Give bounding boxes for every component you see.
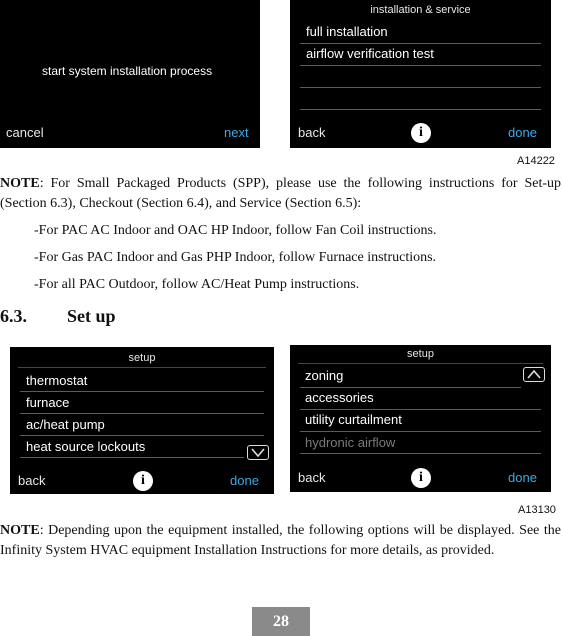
screen-title: setup xyxy=(407,348,434,360)
note-text: : Depending upon the equipment installed, the following options will be displayed. See the Infinity System HVAC equipment Installation Instructions for more details, as provided. xyxy=(0,523,561,558)
divider xyxy=(300,387,521,388)
section-title: Set up xyxy=(67,306,116,326)
section-number: 6.3. xyxy=(0,306,27,326)
start-install-message[interactable]: start system installation process xyxy=(42,64,213,78)
scroll-up-button[interactable] xyxy=(523,367,545,382)
divider xyxy=(300,65,541,66)
menu-item-full-installation[interactable]: full installation xyxy=(306,24,388,39)
divider xyxy=(300,43,541,44)
chevron-up-icon xyxy=(524,368,544,381)
divider xyxy=(20,413,264,414)
thermostat-screen-start-install xyxy=(0,0,260,148)
menu-item-thermostat[interactable]: thermostat xyxy=(26,373,88,388)
note-text: : For Small Packaged Products (SPP), please use the following instructions for Set-up (Section 6.3), Checkout (Section 6.4), and Service (Section 6.5): xyxy=(0,176,561,211)
divider xyxy=(300,409,541,410)
scroll-down-button[interactable] xyxy=(247,445,269,460)
menu-item-utility-curtailment[interactable]: utility curtailment xyxy=(305,412,402,427)
page-number: 28 xyxy=(252,607,310,636)
done-button[interactable]: done xyxy=(508,125,537,140)
bullet-item: -For all PAC Outdoor, follow AC/Heat Pump instructions. xyxy=(34,277,360,292)
divider xyxy=(20,435,264,436)
done-button[interactable]: done xyxy=(508,470,537,485)
screen-title: installation & service xyxy=(370,4,471,16)
menu-item-heat-source-lockouts[interactable]: heat source lockouts xyxy=(26,439,146,454)
back-button[interactable]: back xyxy=(298,125,326,140)
divider xyxy=(298,363,543,364)
divider xyxy=(300,431,541,432)
info-icon[interactable]: i xyxy=(133,471,153,491)
bullet-item: -For PAC AC Indoor and OAC HP Indoor, follow Fan Coil instructions. xyxy=(34,223,437,238)
thermostat-screen-installation-service xyxy=(290,0,551,148)
thermostat-screen-setup-page2 xyxy=(290,345,551,492)
divider xyxy=(300,87,541,88)
divider xyxy=(18,367,266,368)
divider xyxy=(20,457,244,458)
note-paragraph xyxy=(0,174,561,214)
back-button[interactable]: back xyxy=(298,470,326,485)
chevron-down-icon xyxy=(248,446,268,459)
info-icon[interactable]: i xyxy=(411,468,431,488)
back-button[interactable]: back xyxy=(18,473,46,488)
note-paragraph xyxy=(0,521,561,561)
cancel-button[interactable]: cancel xyxy=(6,125,44,140)
divider xyxy=(300,109,541,110)
note-label: NOTE xyxy=(0,176,40,191)
note-label: NOTE xyxy=(0,523,40,538)
bullet-item: -For Gas PAC Indoor and Gas PHP Indoor, follow Furnace instructions. xyxy=(34,250,437,265)
divider xyxy=(20,391,264,392)
menu-item-hydronic-airflow: hydronic airflow xyxy=(305,435,396,450)
done-button[interactable]: done xyxy=(230,473,259,488)
menu-item-airflow-verification[interactable]: airflow verification test xyxy=(306,46,434,61)
info-icon[interactable]: i xyxy=(411,123,431,143)
next-button[interactable]: next xyxy=(224,125,249,140)
thermostat-screen-setup-page1 xyxy=(10,347,274,494)
menu-item-ac-heat-pump[interactable]: ac/heat pump xyxy=(26,417,105,432)
figure-id: A13130 xyxy=(518,504,556,516)
menu-item-furnace[interactable]: furnace xyxy=(26,395,70,410)
divider xyxy=(300,453,541,454)
menu-item-zoning[interactable]: zoning xyxy=(305,368,344,383)
menu-item-accessories[interactable]: accessories xyxy=(305,390,374,405)
screen-title: setup xyxy=(128,352,156,364)
figure-id: A14222 xyxy=(517,155,555,167)
